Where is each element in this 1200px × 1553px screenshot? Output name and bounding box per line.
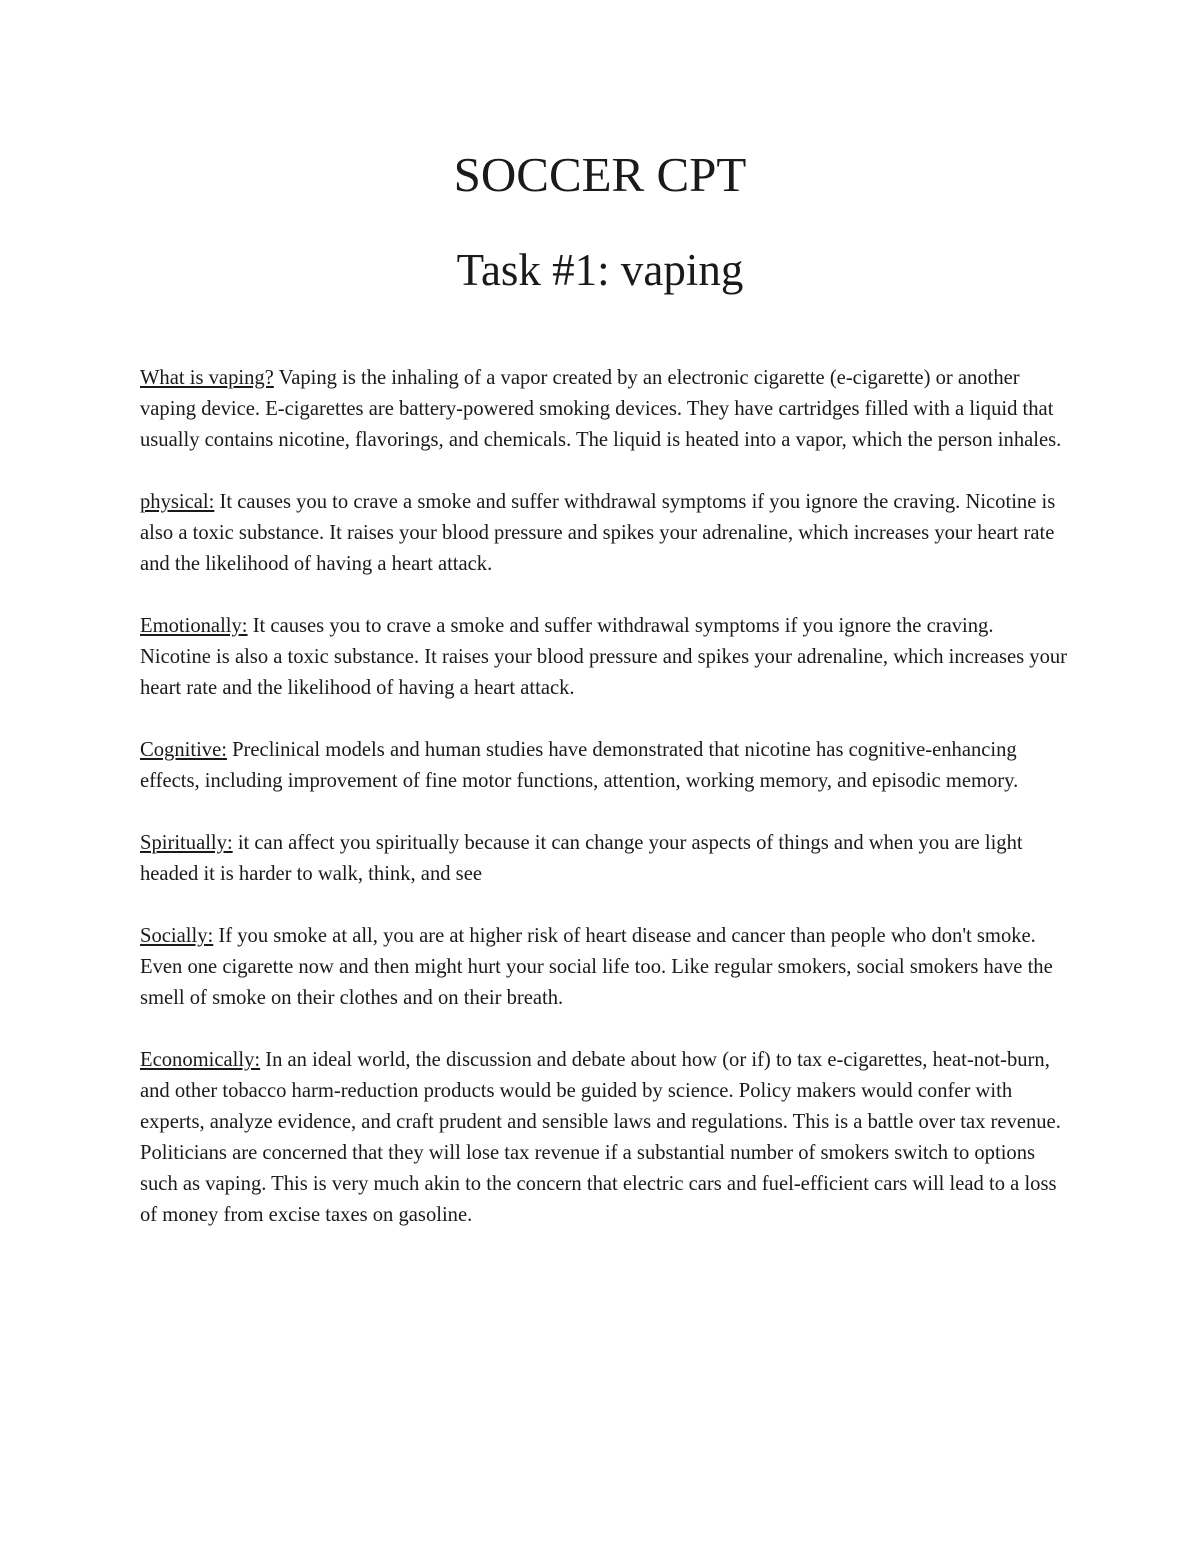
section-spiritually bbox=[140, 828, 1068, 890]
section-text: It causes you to crave a smoke and suffer withdrawal symptoms if you ignore the craving. Nicotine is also a toxic substance. It raises your blood pressure and spikes your adrenaline, which increases your heart rate and the likelihood of having a heart attack. bbox=[140, 491, 1056, 575]
section-economically bbox=[140, 1045, 1068, 1231]
section-text: it can affect you spiritually because it can change your aspects of things and when you are light headed it is harder to walk, think, and see bbox=[140, 832, 1023, 885]
section-text: It causes you to crave a smoke and suffer withdrawal symptoms if you ignore the craving. Nicotine is also a toxic substance. It raises your blood pressure and spikes your adrenaline, which increases your heart rate and the likelihood of having a heart attack. bbox=[140, 615, 1068, 699]
document-body bbox=[140, 363, 1068, 1262]
section-physical bbox=[140, 487, 1068, 580]
section-label: What is vaping? bbox=[140, 367, 274, 389]
section-text: Vaping is the inhaling of a vapor created by an electronic cigarette (e-cigarette) or another vaping device. E-cigarettes are battery-powered smoking devices. They have cartridges filled with a liquid that usually contains nicotine, flavorings, and chemicals. The liquid is heated into a vapor, which the person inhales. bbox=[140, 367, 1062, 451]
section-label: physical: bbox=[140, 491, 215, 513]
section-label: Emotionally: bbox=[140, 615, 248, 637]
section-label: Socially: bbox=[140, 925, 214, 947]
section-emotionally bbox=[140, 611, 1068, 704]
section-socially bbox=[140, 921, 1068, 1014]
section-label: Spiritually: bbox=[140, 832, 233, 854]
section-text: Preclinical models and human studies have demonstrated that nicotine has cognitive-enhancing effects, including improvement of fine motor functions, attention, working memory, and episodic memory. bbox=[140, 739, 1019, 792]
section-cognitive bbox=[140, 735, 1068, 797]
document-title: SOCCER CPT bbox=[453, 147, 747, 202]
section-label: Economically: bbox=[140, 1049, 261, 1071]
section-text: If you smoke at all, you are at higher risk of heart disease and cancer than people who don't smoke. Even one cigarette now and then might hurt your social life too. Like regular smokers, social smokers have the smell of smoke on their clothes and on their breath. bbox=[140, 925, 1053, 1009]
document-subtitle: Task #1: vaping bbox=[456, 245, 744, 295]
section-what-is-vaping bbox=[140, 363, 1068, 456]
section-text: In an ideal world, the discussion and debate about how (or if) to tax e-cigarettes, heat-not-burn, and other tobacco harm-reduction products would be guided by science. Policy makers would confer with experts, analyze evidence, and craft prudent and sensible laws and regulations. This is a battle over tax revenue. Politicians are concerned that they will lose tax revenue if a substantial number of smokers switch to options such as vaping. This is very much akin to the concern that electric cars and fuel-efficient cars will lead to a loss of money from excise taxes on gasoline. bbox=[140, 1049, 1061, 1226]
section-label: Cognitive: bbox=[140, 739, 227, 761]
